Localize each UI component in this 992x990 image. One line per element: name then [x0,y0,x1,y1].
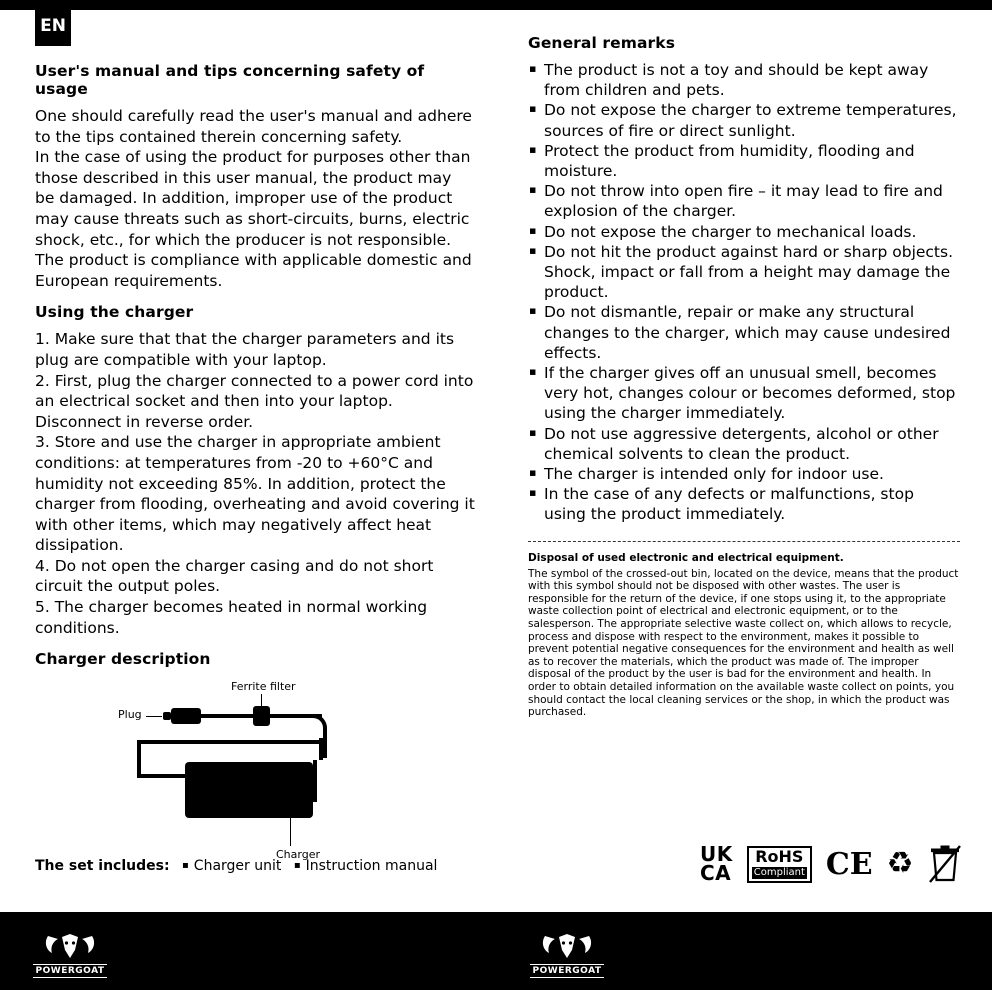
diagram-cable-loop-bottom [137,774,185,778]
rohs-compliant-label: Compliant [753,866,805,878]
set-includes [35,858,437,874]
certification-marks [700,842,962,885]
brand-logo [35,924,105,978]
ukca-line-2: CA [700,861,732,885]
using-charger-heading: Using the charger [35,303,194,322]
manual-paragraph: The product is compliance with applicable domestic and European requirements. [35,251,472,290]
set-includes-item: Charger unit [193,858,282,874]
diagram-cable-loop-top [137,740,323,744]
left-column [35,62,475,868]
diagram-label-charger: Charger [276,848,320,862]
list-item: ▪ Do not hit the product against hard or sharp objects. Shock, impact or fall from a height may damage the product. [528,242,960,303]
using-charger-steps [35,329,475,638]
ukca-line-1: UK [700,842,733,866]
bullet-icon: ▪ [293,860,301,871]
list-item: ▪ The product is not a toy and should be kept away from children and pets. [528,60,960,100]
manual-paragraph: One should carefully read the user's manual and adhere to the tips contained therein concerning safety. [35,107,472,146]
list-item: ▪ Do not expose the charger to extreme temperatures, sources of fire or direct sunlight. [528,100,960,140]
using-step: 1. Make sure that that the charger parameters and its plug are compatible with your laptop. [35,330,455,369]
diagram-leader-plug [146,716,162,717]
list-item: ▪ The charger is intended only for indoor use. [528,464,960,484]
goat-head-icon [539,932,595,962]
goat-head-icon [42,932,98,962]
diagram-cable-curve [305,714,327,758]
using-step: 3. Store and use the charger in appropriate ambient conditions: at temperatures from -20 to +60°C and humidity not exceeding 85%. In addition, protect the charger from flooding, overheating and avoid covering it with other items, which may negatively affect heat dissipation. [35,433,475,555]
bottom-black-bar [0,912,992,990]
diagram-plug-body [171,708,201,724]
list-item: ▪ If the charger gives off an unusual smell, becomes very hot, changes colour or becomes deformed, stop using the charger immediately. [528,363,960,424]
diagram-label-plug: Plug [118,708,142,722]
bullet-icon: ▪ [182,860,189,871]
language-badge: EN [35,6,71,46]
charger-description-heading: Charger description [35,650,211,669]
weee-heading: Disposal of used electronic and electrical equipment. [528,551,844,564]
rohs-label: RoHS [755,846,804,866]
charger-diagram [35,678,475,868]
weee-text: The symbol of the crossed-out bin, located on the device, means that the product with this symbol should not be disposed with other wastes. The user is responsible for the return of the device, if one stops using it, to the appropriate waste collection point of electrical and electronic equipment, or to the salesperson. The appropriate selective waste collect on, which allows to recycle, process and dispose with respect to the environment, makes it possible to prevent potential negative consequences for the environment and health as well as to recover the materials, which the product was made of. The improper disposal of the product by the user is bad for the environment and health. In order to obtain detailed information on the available waste collect on points, you should contact the local cleaning services or the shop, in which the product was purchased. [528,567,959,719]
diagram-charger-brick [185,762,313,818]
brand-name: POWERGOAT [530,964,605,978]
general-remarks-heading: General remarks [528,34,676,52]
general-remarks-list [528,60,960,525]
using-step: 2. First, plug the charger connected to a power cord into an electrical socket and then into your laptop. Disconnect in reverse order. [35,371,474,431]
rohs-mark-icon [747,846,812,883]
brand-name: POWERGOAT [33,964,108,978]
top-black-bar [0,0,992,10]
ce-mark-icon: CE [825,846,873,882]
diagram-plug-tip [163,712,171,720]
list-item: ▪ Protect the product from humidity, flooding and moisture. [528,141,960,181]
manual-paragraphs [35,106,475,291]
manual-paragraph: In the case of using the product for purposes other than those described in this user manual, the product may be damaged. In addition, improper use of the product may cause threats such as short-circuits, burns, electric shock, etc., for which the producer is not responsible. [35,148,471,249]
using-step: 5. The charger becomes heated in normal working conditions. [35,598,428,637]
using-step: 4. Do not open the charger casing and do not short circuit the output poles. [35,556,434,596]
right-column [528,34,960,719]
list-item: ▪ Do not dismantle, repair or make any structural changes to the charger, which may cause undesired effects. [528,302,960,363]
manual-heading: User's manual and tips concerning safety of usage [35,62,425,98]
list-item: ▪ Do not use aggressive detergents, alcohol or other chemical solvents to clean the product. [528,424,960,464]
set-includes-item: Instruction manual [305,858,438,874]
weee-crossed-bin-icon [928,845,962,883]
diagram-cable-loop-left [137,740,141,778]
diagram-output-cable [313,760,317,802]
brand-logo [532,924,602,978]
diagram-leader-charger [290,818,291,846]
section-divider [528,541,960,542]
list-item: ▪ In the case of any defects or malfunctions, stop using the product immediately. [528,484,960,524]
list-item: ▪ Do not expose the charger to mechanical loads. [528,222,960,242]
ukca-mark-icon [700,842,733,885]
diagram-label-ferrite-filter: Ferrite filter [231,680,296,694]
diagram-cable-segment [201,714,253,718]
list-item: ▪ Do not throw into open fire – it may lead to fire and explosion of the charger. [528,181,960,221]
set-includes-label: The set includes: [35,858,170,874]
recycle-icon: ♻ [886,846,914,881]
diagram-ferrite-filter [253,706,270,726]
